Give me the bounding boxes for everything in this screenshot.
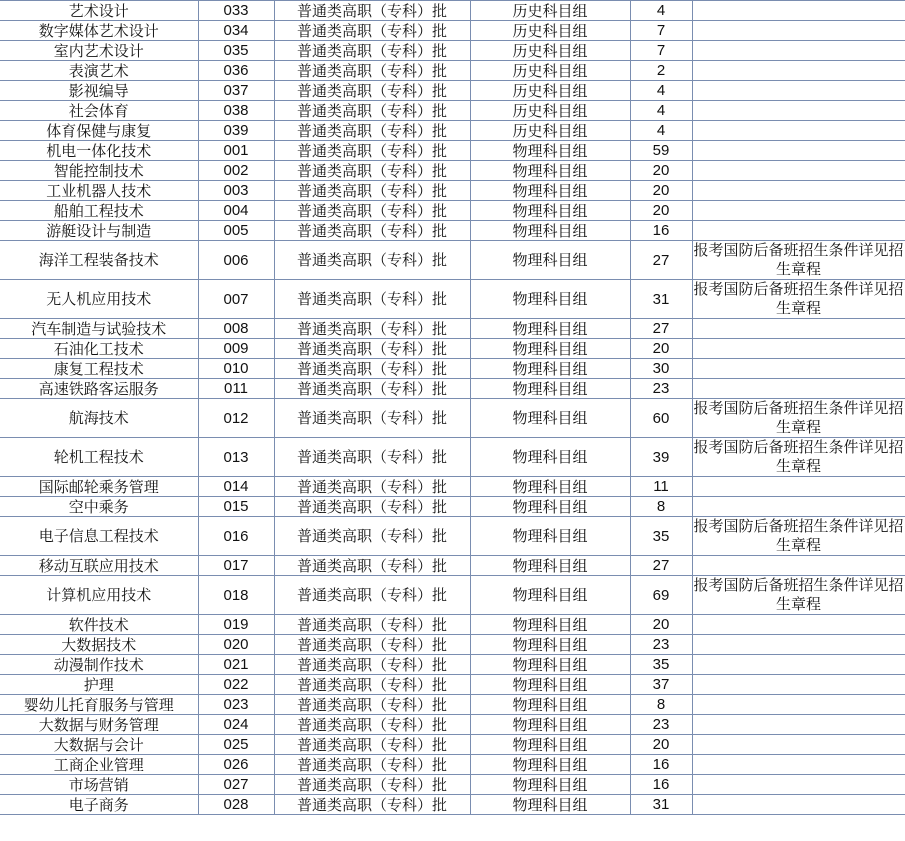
batch-cell: 普通类高职（专科）批 <box>274 576 470 615</box>
major-name-cell: 大数据与财务管理 <box>0 715 198 735</box>
major-name-cell: 数字媒体艺术设计 <box>0 21 198 41</box>
plan-count-cell: 35 <box>630 517 692 556</box>
note-cell <box>692 497 905 517</box>
plan-count-cell: 20 <box>630 735 692 755</box>
plan-count-cell: 39 <box>630 438 692 477</box>
note-cell <box>692 795 905 815</box>
plan-count-cell: 16 <box>630 221 692 241</box>
major-code-cell: 028 <box>198 795 274 815</box>
note-cell <box>692 615 905 635</box>
note-cell <box>692 695 905 715</box>
table-row <box>0 181 905 201</box>
note-cell: 报考国防后备班招生条件详见招生章程 <box>693 241 904 278</box>
note-cell <box>692 121 905 141</box>
plan-count-cell: 4 <box>630 1 692 21</box>
plan-count-cell: 4 <box>630 81 692 101</box>
major-name-cell: 电子商务 <box>0 795 198 815</box>
note-cell <box>692 201 905 221</box>
subject-group-cell: 物理科目组 <box>470 576 630 615</box>
note-cell <box>692 41 905 61</box>
batch-cell: 普通类高职（专科）批 <box>274 241 470 280</box>
table-row <box>0 735 905 755</box>
plan-count-cell: 8 <box>630 497 692 517</box>
subject-group-cell: 物理科目组 <box>470 319 630 339</box>
subject-group-cell: 物理科目组 <box>470 675 630 695</box>
note-cell <box>692 556 905 576</box>
major-name-cell: 市场营销 <box>0 775 198 795</box>
subject-group-cell: 物理科目组 <box>470 715 630 735</box>
plan-count-cell: 30 <box>630 359 692 379</box>
plan-count-cell: 20 <box>630 339 692 359</box>
table-row <box>0 655 905 675</box>
batch-cell: 普通类高职（专科）批 <box>274 735 470 755</box>
major-code-cell: 013 <box>198 438 274 477</box>
subject-group-cell: 物理科目组 <box>470 556 630 576</box>
subject-group-cell: 物理科目组 <box>470 497 630 517</box>
table-row <box>0 221 905 241</box>
batch-cell: 普通类高职（专科）批 <box>274 615 470 635</box>
plan-count-cell: 37 <box>630 675 692 695</box>
batch-cell: 普通类高职（专科）批 <box>274 556 470 576</box>
batch-cell: 普通类高职（专科）批 <box>274 141 470 161</box>
major-code-cell: 009 <box>198 339 274 359</box>
batch-cell: 普通类高职（专科）批 <box>274 319 470 339</box>
note-cell <box>692 359 905 379</box>
batch-cell: 普通类高职（专科）批 <box>274 121 470 141</box>
subject-group-cell: 物理科目组 <box>470 181 630 201</box>
batch-cell: 普通类高职（专科）批 <box>274 655 470 675</box>
table-row <box>0 775 905 795</box>
note-cell <box>692 477 905 497</box>
major-name-cell: 大数据与会计 <box>0 735 198 755</box>
major-code-cell: 004 <box>198 201 274 221</box>
major-code-cell: 006 <box>198 241 274 280</box>
major-code-cell: 035 <box>198 41 274 61</box>
major-code-cell: 020 <box>198 635 274 655</box>
note-cell <box>692 379 905 399</box>
major-name-cell: 船舶工程技术 <box>0 201 198 221</box>
subject-group-cell: 物理科目组 <box>470 359 630 379</box>
batch-cell: 普通类高职（专科）批 <box>274 81 470 101</box>
plan-count-cell: 8 <box>630 695 692 715</box>
batch-cell: 普通类高职（专科）批 <box>274 755 470 775</box>
major-name-cell: 游艇设计与制造 <box>0 221 198 241</box>
note-cell <box>692 319 905 339</box>
major-name-cell: 护理 <box>0 675 198 695</box>
major-name-cell: 轮机工程技术 <box>0 438 198 477</box>
note-cell <box>692 181 905 201</box>
subject-group-cell: 物理科目组 <box>470 615 630 635</box>
major-code-cell: 034 <box>198 21 274 41</box>
major-name-cell: 影视编导 <box>0 81 198 101</box>
note-cell <box>692 675 905 695</box>
plan-count-cell: 27 <box>630 556 692 576</box>
batch-cell: 普通类高职（专科）批 <box>274 221 470 241</box>
note-cell: 报考国防后备班招生条件详见招生章程 <box>693 576 904 613</box>
major-code-cell: 007 <box>198 280 274 319</box>
batch-cell: 普通类高职（专科）批 <box>274 379 470 399</box>
note-cell <box>692 141 905 161</box>
major-code-cell: 019 <box>198 615 274 635</box>
table-row <box>0 319 905 339</box>
table-row <box>0 635 905 655</box>
subject-group-cell: 物理科目组 <box>470 795 630 815</box>
major-code-cell: 001 <box>198 141 274 161</box>
table-row <box>0 576 905 615</box>
major-code-cell: 012 <box>198 399 274 438</box>
major-name-cell: 高速铁路客运服务 <box>0 379 198 399</box>
major-name-cell: 婴幼儿托育服务与管理 <box>0 695 198 715</box>
batch-cell: 普通类高职（专科）批 <box>274 438 470 477</box>
note-cell <box>692 339 905 359</box>
batch-cell: 普通类高职（专科）批 <box>274 477 470 497</box>
major-code-cell: 017 <box>198 556 274 576</box>
batch-cell: 普通类高职（专科）批 <box>274 21 470 41</box>
subject-group-cell: 物理科目组 <box>470 221 630 241</box>
table-row <box>0 21 905 41</box>
major-name-cell: 大数据技术 <box>0 635 198 655</box>
subject-group-cell: 物理科目组 <box>470 477 630 497</box>
plan-count-cell: 23 <box>630 715 692 735</box>
subject-group-cell: 历史科目组 <box>470 121 630 141</box>
major-name-cell: 无人机应用技术 <box>0 280 198 319</box>
major-code-cell: 022 <box>198 675 274 695</box>
major-name-cell: 汽车制造与试验技术 <box>0 319 198 339</box>
subject-group-cell: 物理科目组 <box>470 201 630 221</box>
major-name-cell: 工商企业管理 <box>0 755 198 775</box>
subject-group-cell: 物理科目组 <box>470 735 630 755</box>
batch-cell: 普通类高职（专科）批 <box>274 181 470 201</box>
subject-group-cell: 物理科目组 <box>470 655 630 675</box>
major-name-cell: 体育保健与康复 <box>0 121 198 141</box>
major-name-cell: 软件技术 <box>0 615 198 635</box>
major-code-cell: 023 <box>198 695 274 715</box>
subject-group-cell: 历史科目组 <box>470 81 630 101</box>
plan-count-cell: 31 <box>630 280 692 319</box>
table-row <box>0 61 905 81</box>
major-code-cell: 027 <box>198 775 274 795</box>
subject-group-cell: 物理科目组 <box>470 241 630 280</box>
table-row <box>0 121 905 141</box>
table-row <box>0 359 905 379</box>
plan-count-cell: 20 <box>630 201 692 221</box>
subject-group-cell: 物理科目组 <box>470 635 630 655</box>
major-code-cell: 036 <box>198 61 274 81</box>
table-body <box>0 1 905 815</box>
note-cell <box>692 715 905 735</box>
batch-cell: 普通类高职（专科）批 <box>274 339 470 359</box>
major-name-cell: 社会体育 <box>0 101 198 121</box>
subject-group-cell: 物理科目组 <box>470 755 630 775</box>
plan-count-cell: 2 <box>630 61 692 81</box>
subject-group-cell: 物理科目组 <box>470 517 630 556</box>
plan-count-cell: 27 <box>630 319 692 339</box>
plan-count-cell: 23 <box>630 635 692 655</box>
note-cell <box>692 655 905 675</box>
subject-group-cell: 物理科目组 <box>470 438 630 477</box>
plan-count-cell: 20 <box>630 181 692 201</box>
major-code-cell: 014 <box>198 477 274 497</box>
major-code-cell: 011 <box>198 379 274 399</box>
major-code-cell: 010 <box>198 359 274 379</box>
major-code-cell: 005 <box>198 221 274 241</box>
major-name-cell: 移动互联应用技术 <box>0 556 198 576</box>
table-row <box>0 556 905 576</box>
subject-group-cell: 历史科目组 <box>470 61 630 81</box>
table-row <box>0 161 905 181</box>
table-row <box>0 615 905 635</box>
note-cell <box>692 101 905 121</box>
note-cell <box>692 735 905 755</box>
major-name-cell: 动漫制作技术 <box>0 655 198 675</box>
note-cell <box>692 161 905 181</box>
table-row <box>0 101 905 121</box>
major-code-cell: 002 <box>198 161 274 181</box>
major-code-cell: 016 <box>198 517 274 556</box>
plan-count-cell: 23 <box>630 379 692 399</box>
batch-cell: 普通类高职（专科）批 <box>274 280 470 319</box>
table-row <box>0 399 905 438</box>
plan-count-cell: 20 <box>630 615 692 635</box>
table-row <box>0 141 905 161</box>
batch-cell: 普通类高职（专科）批 <box>274 201 470 221</box>
batch-cell: 普通类高职（专科）批 <box>274 497 470 517</box>
subject-group-cell: 历史科目组 <box>470 21 630 41</box>
table-row <box>0 477 905 497</box>
note-cell: 报考国防后备班招生条件详见招生章程 <box>693 438 904 475</box>
note-cell <box>692 21 905 41</box>
major-name-cell: 石油化工技术 <box>0 339 198 359</box>
major-name-cell: 国际邮轮乘务管理 <box>0 477 198 497</box>
subject-group-cell: 物理科目组 <box>470 399 630 438</box>
batch-cell: 普通类高职（专科）批 <box>274 101 470 121</box>
major-name-cell: 计算机应用技术 <box>0 576 198 615</box>
major-code-cell: 018 <box>198 576 274 615</box>
plan-count-cell: 59 <box>630 141 692 161</box>
table-row <box>0 81 905 101</box>
table-row <box>0 755 905 775</box>
subject-group-cell: 历史科目组 <box>470 101 630 121</box>
table-row <box>0 379 905 399</box>
plan-count-cell: 11 <box>630 477 692 497</box>
note-cell <box>692 775 905 795</box>
major-code-cell: 033 <box>198 1 274 21</box>
table-row <box>0 695 905 715</box>
subject-group-cell: 物理科目组 <box>470 695 630 715</box>
subject-group-cell: 历史科目组 <box>470 41 630 61</box>
batch-cell: 普通类高职（专科）批 <box>274 1 470 21</box>
major-code-cell: 003 <box>198 181 274 201</box>
table-row <box>0 438 905 477</box>
major-name-cell: 电子信息工程技术 <box>0 517 198 556</box>
plan-count-cell: 16 <box>630 775 692 795</box>
table-row <box>0 339 905 359</box>
plan-count-cell: 7 <box>630 41 692 61</box>
major-code-cell: 026 <box>198 755 274 775</box>
major-name-cell: 空中乘务 <box>0 497 198 517</box>
subject-group-cell: 物理科目组 <box>470 379 630 399</box>
plan-count-cell: 16 <box>630 755 692 775</box>
plan-count-cell: 27 <box>630 241 692 280</box>
plan-count-cell: 60 <box>630 399 692 438</box>
major-name-cell: 工业机器人技术 <box>0 181 198 201</box>
batch-cell: 普通类高职（专科）批 <box>274 775 470 795</box>
note-cell <box>692 1 905 21</box>
major-name-cell: 康复工程技术 <box>0 359 198 379</box>
major-name-cell: 机电一体化技术 <box>0 141 198 161</box>
subject-group-cell: 物理科目组 <box>470 141 630 161</box>
subject-group-cell: 物理科目组 <box>470 161 630 181</box>
major-code-cell: 024 <box>198 715 274 735</box>
plan-count-cell: 7 <box>630 21 692 41</box>
note-cell <box>692 221 905 241</box>
table-row <box>0 715 905 735</box>
major-code-cell: 038 <box>198 101 274 121</box>
major-name-cell: 表演艺术 <box>0 61 198 81</box>
table-row <box>0 517 905 556</box>
note-cell <box>692 635 905 655</box>
batch-cell: 普通类高职（专科）批 <box>274 695 470 715</box>
plan-count-cell: 35 <box>630 655 692 675</box>
table-row <box>0 497 905 517</box>
batch-cell: 普通类高职（专科）批 <box>274 675 470 695</box>
note-cell <box>692 755 905 775</box>
plan-count-cell: 31 <box>630 795 692 815</box>
table-row <box>0 41 905 61</box>
batch-cell: 普通类高职（专科）批 <box>274 41 470 61</box>
major-code-cell: 021 <box>198 655 274 675</box>
major-code-cell: 037 <box>198 81 274 101</box>
batch-cell: 普通类高职（专科）批 <box>274 161 470 181</box>
subject-group-cell: 历史科目组 <box>470 1 630 21</box>
major-code-cell: 039 <box>198 121 274 141</box>
table-row <box>0 1 905 21</box>
major-code-cell: 008 <box>198 319 274 339</box>
batch-cell: 普通类高职（专科）批 <box>274 359 470 379</box>
batch-cell: 普通类高职（专科）批 <box>274 795 470 815</box>
note-cell: 报考国防后备班招生条件详见招生章程 <box>693 399 904 436</box>
note-cell: 报考国防后备班招生条件详见招生章程 <box>693 280 904 317</box>
note-cell <box>692 81 905 101</box>
batch-cell: 普通类高职（专科）批 <box>274 635 470 655</box>
table-row <box>0 241 905 280</box>
major-name-cell: 海洋工程装备技术 <box>0 241 198 280</box>
subject-group-cell: 物理科目组 <box>470 775 630 795</box>
batch-cell: 普通类高职（专科）批 <box>274 399 470 438</box>
table-row <box>0 795 905 815</box>
table-row <box>0 675 905 695</box>
batch-cell: 普通类高职（专科）批 <box>274 61 470 81</box>
major-name-cell: 艺术设计 <box>0 1 198 21</box>
major-code-cell: 025 <box>198 735 274 755</box>
major-name-cell: 航海技术 <box>0 399 198 438</box>
subject-group-cell: 物理科目组 <box>470 280 630 319</box>
table-row <box>0 201 905 221</box>
table-row <box>0 280 905 319</box>
batch-cell: 普通类高职（专科）批 <box>274 715 470 735</box>
batch-cell: 普通类高职（专科）批 <box>274 517 470 556</box>
note-cell <box>692 61 905 81</box>
major-name-cell: 智能控制技术 <box>0 161 198 181</box>
note-cell: 报考国防后备班招生条件详见招生章程 <box>693 517 904 554</box>
major-code-cell: 015 <box>198 497 274 517</box>
plan-count-cell: 69 <box>630 576 692 615</box>
plan-count-cell: 20 <box>630 161 692 181</box>
plan-count-cell: 4 <box>630 101 692 121</box>
subject-group-cell: 物理科目组 <box>470 339 630 359</box>
plan-count-cell: 4 <box>630 121 692 141</box>
major-name-cell: 室内艺术设计 <box>0 41 198 61</box>
